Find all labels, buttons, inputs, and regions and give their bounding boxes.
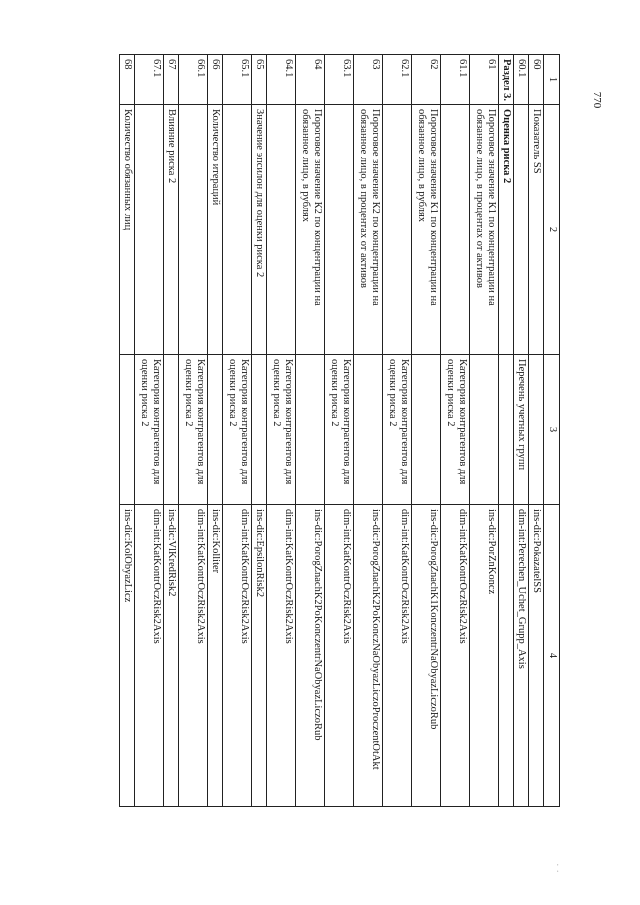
table-cell-c1: 62.1 [383, 55, 412, 105]
table-cell-c2 [267, 105, 296, 355]
table-cell-c1: 63 [354, 55, 383, 105]
table-cell-c3 [296, 355, 325, 505]
table-cell-c2: Пороговое значение К2 по концентрации на обязанное лицо, в рублях [296, 105, 325, 355]
table-row [267, 55, 296, 807]
table-cell-c3 [354, 355, 383, 505]
table-cell-c2: Оценка риска 2 [499, 105, 514, 355]
table-cell-c2: Пороговое значение К1 по концентрации на обязанное лицо, в процентах от активов [470, 105, 499, 355]
table-cell-c2 [383, 105, 412, 355]
table-cell-c1: 68 [120, 55, 135, 105]
table-header-row [544, 55, 560, 807]
table-row [499, 55, 514, 807]
scan-mark: · · [551, 862, 564, 874]
table-cell-c4: dim-int:KatKontrOczRisk2Axis [135, 505, 164, 807]
table-cell-c3: Перечень учетных групп [514, 355, 529, 505]
table-cell-c1: 65 [252, 55, 267, 105]
header-col-4: 4 [544, 505, 560, 807]
table-row [412, 55, 441, 807]
table-row [296, 55, 325, 807]
table-row [164, 55, 179, 807]
table-row [135, 55, 164, 807]
table-cell-c1: 62 [412, 55, 441, 105]
table-cell-c4: ins-dic:PorogZnachK2PoKonczentrNaObyazLiczoRub [296, 505, 325, 807]
table-cell-c2: Показатель SS [529, 105, 544, 355]
page-number: 770 [591, 91, 603, 109]
table-cell-c2 [179, 105, 208, 355]
table-cell-c3: Категория контрагентов для оценки риска 2 [267, 355, 296, 505]
table-row [208, 55, 223, 807]
table-row [223, 55, 252, 807]
rotated-page [60, 54, 560, 806]
header-col-2: 2 [544, 105, 560, 355]
table-cell-c2: Количество обязанных лиц [120, 105, 135, 355]
table-cell-c3 [412, 355, 441, 505]
table-cell-c4: ins-dic:PorZnKoncz [470, 505, 499, 807]
table-cell-c3 [252, 355, 267, 505]
table-cell-c4: dim-int:Perechen_Uchet_Grupp_Axis [514, 505, 529, 807]
table-cell-c2 [223, 105, 252, 355]
metadata-table [119, 54, 560, 807]
table-cell-c4: ins-dic:EpsilonRisk2 [252, 505, 267, 807]
table-body [120, 55, 544, 807]
table-cell-c4: ins-dic:Kolliter [208, 505, 223, 807]
table-cell-c1: 63.1 [325, 55, 354, 105]
table-cell-c4: ins-dic:PorogZnachK2PoKonczNaObyazLiczoProczentOtAkt [354, 505, 383, 807]
table-cell-c1: 60 [529, 55, 544, 105]
header-col-3: 3 [544, 355, 560, 505]
table-row [470, 55, 499, 807]
table-cell-c3: Категория контрагентов для оценки риска 2 [441, 355, 470, 505]
table-cell-c2: Пороговое значение К2 по концентрации на обязанное лицо, в процентах от активов [354, 105, 383, 355]
table-cell-c2: Значение эпсилон для оценки риска 2 [252, 105, 267, 355]
table-cell-c4: dim-int:KatKontrOczRisk2Axis [325, 505, 354, 807]
table-cell-c1: 66.1 [179, 55, 208, 105]
header-col-1: 1 [544, 55, 560, 105]
table-cell-c2 [135, 105, 164, 355]
table-cell-c4 [499, 505, 514, 807]
table-cell-c1: 67 [164, 55, 179, 105]
table-row [354, 55, 383, 807]
table-cell-c1: 65.1 [223, 55, 252, 105]
table-cell-c1: Раздел 3. [499, 55, 514, 105]
table-cell-c4: ins-dic:VlKredRisk2 [164, 505, 179, 807]
table-cell-c1: 64.1 [267, 55, 296, 105]
table-cell-c3 [208, 355, 223, 505]
table-row [383, 55, 412, 807]
table-cell-c2 [325, 105, 354, 355]
table-cell-c1: 61 [470, 55, 499, 105]
table-cell-c2 [514, 105, 529, 355]
table-cell-c1: 60.1 [514, 55, 529, 105]
table-row [252, 55, 267, 807]
table-cell-c4: dim-int:KatKontrOczRisk2Axis [383, 505, 412, 807]
table-cell-c1: 64 [296, 55, 325, 105]
table-cell-c1: 61.1 [441, 55, 470, 105]
table-cell-c4: ins-dic:KolObyazLicz [120, 505, 135, 807]
table-cell-c1: 67.1 [135, 55, 164, 105]
table-cell-c4: dim-int:KatKontrOczRisk2Axis [223, 505, 252, 807]
table-cell-c3: Категория контрагентов для оценки риска 2 [135, 355, 164, 505]
table-cell-c4: dim-int:KatKontrOczRisk2Axis [267, 505, 296, 807]
table-cell-c3: Категория контрагентов для оценки риска 2 [223, 355, 252, 505]
table-row [325, 55, 354, 807]
table-cell-c4: dim-int:KatKontrOczRisk2Axis [179, 505, 208, 807]
table-cell-c3 [499, 355, 514, 505]
table-cell-c3 [529, 355, 544, 505]
table-cell-c2: Количество итераций [208, 105, 223, 355]
table-cell-c3: Категория контрагентов для оценки риска 2 [383, 355, 412, 505]
table-cell-c3 [164, 355, 179, 505]
table-row [514, 55, 529, 807]
table-cell-c2: Влияние риска 2 [164, 105, 179, 355]
table-cell-c2: Пороговое значение К1 по концентрации на обязанное лицо, в рублях [412, 105, 441, 355]
table-cell-c3: Категория контрагентов для оценки риска 2 [179, 355, 208, 505]
table-cell-c2 [441, 105, 470, 355]
table-cell-c1: 66 [208, 55, 223, 105]
table-cell-c4: dim-int:KatKontrOczRisk2Axis [441, 505, 470, 807]
table-cell-c4: ins-dic:PokazatelSS [529, 505, 544, 807]
table-cell-c3 [120, 355, 135, 505]
table-row [179, 55, 208, 807]
table-row [529, 55, 544, 807]
table-cell-c3 [470, 355, 499, 505]
table-cell-c4: ins-dic:PorogZnachK1KonczentrNaObyazLiczoRub [412, 505, 441, 807]
table-row [120, 55, 135, 807]
table-cell-c3: Категория контрагентов для оценки риска 2 [325, 355, 354, 505]
table-row [441, 55, 470, 807]
